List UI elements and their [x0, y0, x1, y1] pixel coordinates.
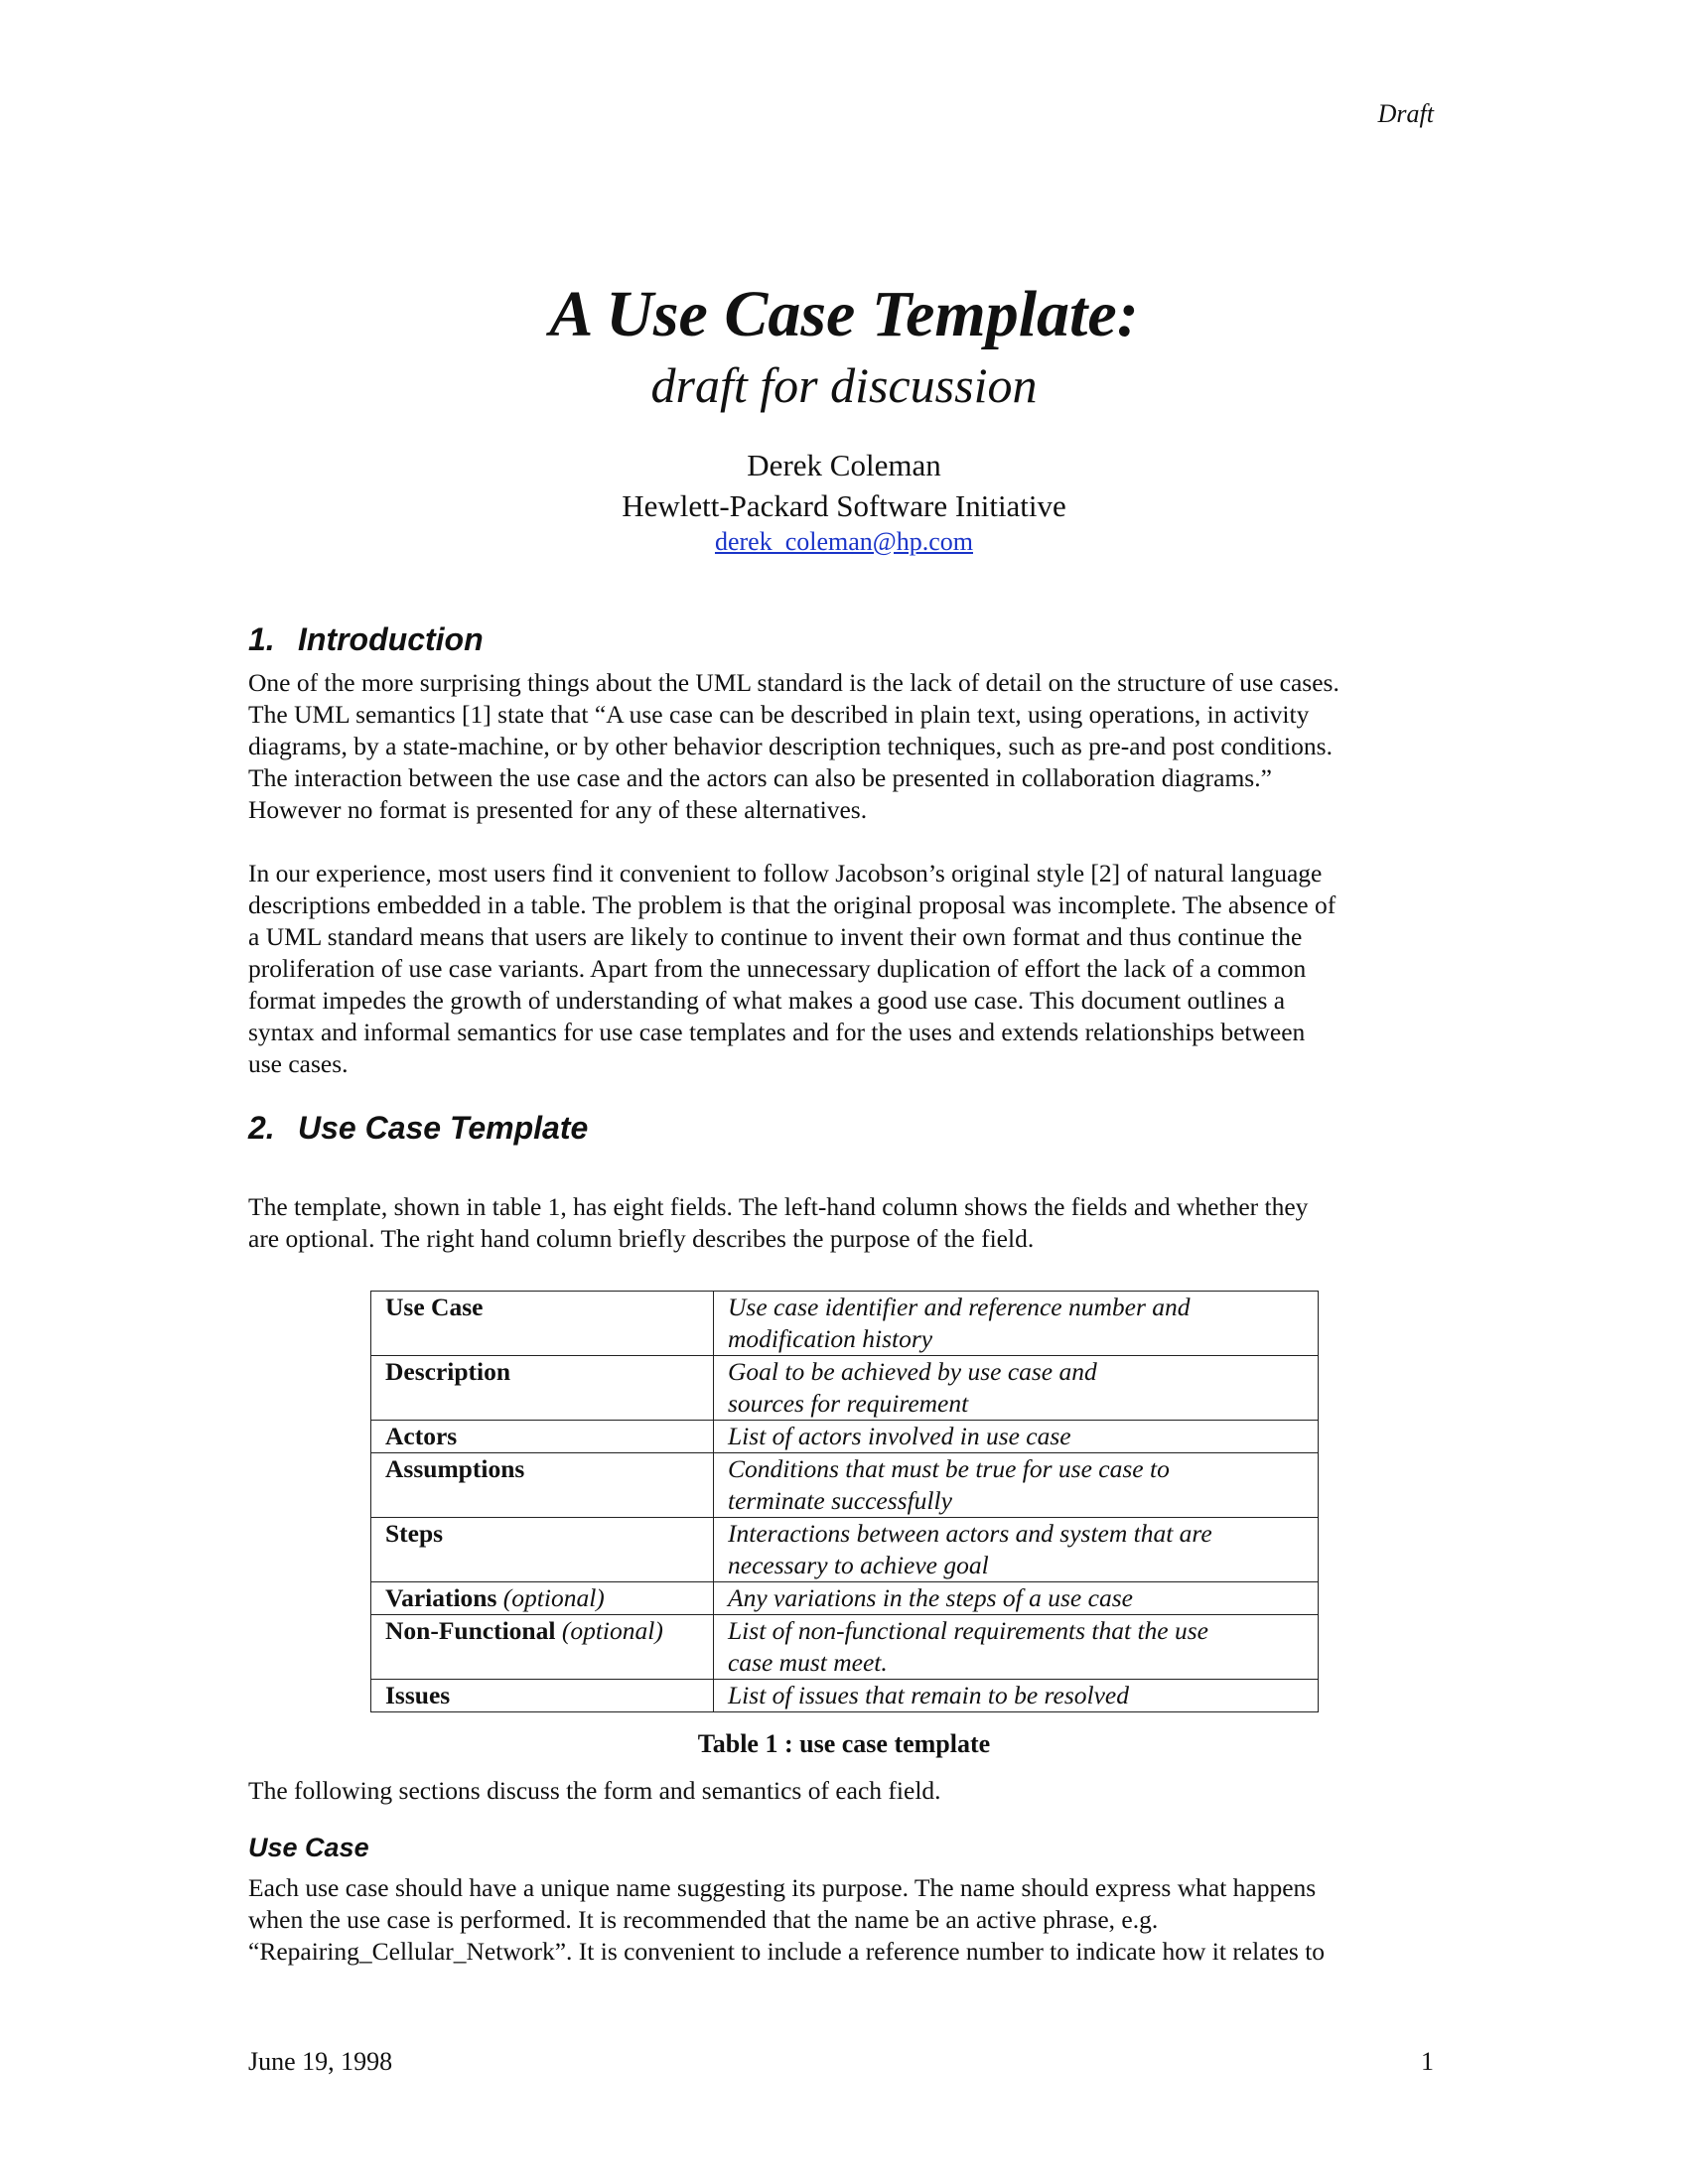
field-cell: Non-Functional (optional)	[371, 1615, 714, 1680]
table-row	[371, 1680, 1319, 1712]
footer-page-number: 1	[1421, 2047, 1434, 2076]
field-cell: Issues	[371, 1680, 714, 1712]
optional-marker: (optional)	[502, 1583, 605, 1612]
table-row	[371, 1518, 1319, 1582]
intro-paragraph-2: In our experience, most users find it convenient to follow Jacobson’s original style [2] of natural language descriptions embedded in a table. The problem is that the original proposal was incomplete. The absence of a UML standard means that users are likely to continue to invent their own format and thus continue the proliferation of use case variants. Apart from the unnecessary duplication of effort the lack of a common format impedes the growth of understanding of what makes a good use case. This document outlines a syntax and informal semantics for use case templates and for the uses and extends relationships between use cases.	[248, 859, 1336, 1078]
description-cell: Interactions between actors and system that are necessary to achieve goal	[714, 1518, 1319, 1582]
use-case-template-table	[370, 1291, 1319, 1712]
description-cell: List of non-functional requirements that the use case must meet.	[714, 1615, 1319, 1680]
author-affiliation: Hewlett-Packard Software Initiative	[622, 488, 1066, 524]
template-paragraph-1: The template, shown in table 1, has eight fields. The left-hand column shows the fields and whether they are optional. The right hand column briefly describes the purpose of the field.	[248, 1192, 1309, 1253]
author-name: Derek Coleman	[747, 448, 941, 483]
field-cell: Use Case	[371, 1292, 714, 1356]
description-cell: Use case identifier and reference number and modification history	[714, 1292, 1319, 1356]
table-row	[371, 1356, 1319, 1421]
description-cell: List of issues that remain to be resolved	[714, 1680, 1319, 1712]
use-case-paragraph: Each use case should have a unique name suggesting its purpose. The name should express what happens when the use case is performed. It is recommended that the name be an active phrase, e.g. “Repairing_Cellular_Network”. It is convenient to include a reference number to indicate how it relates to	[248, 1873, 1326, 1966]
description-cell: Goal to be achieved by use case and sources for requirement	[714, 1356, 1319, 1421]
title-block	[0, 280, 1688, 557]
field-cell: Steps	[371, 1518, 714, 1582]
section-heading-introduction	[248, 621, 484, 658]
field-cell: Variations (optional)	[371, 1582, 714, 1615]
field-cell: Actors	[371, 1421, 714, 1453]
section-number: 2.	[248, 1110, 275, 1146]
field-cell: Assumptions	[371, 1453, 714, 1518]
footer-date: June 19, 1998	[248, 2047, 393, 2076]
description-cell: List of actors involved in use case	[714, 1421, 1319, 1453]
draft-label: Draft	[1377, 99, 1434, 128]
table-row	[371, 1453, 1319, 1518]
description-cell: Any variations in the steps of a use case	[714, 1582, 1319, 1615]
section-title: Introduction	[298, 621, 484, 657]
description-cell: Conditions that must be true for use case to terminate successfully	[714, 1453, 1319, 1518]
optional-marker: (optional)	[561, 1616, 663, 1645]
table-row	[371, 1582, 1319, 1615]
table-row	[371, 1421, 1319, 1453]
template-paragraph-2: The following sections discuss the form and semantics of each field.	[248, 1776, 941, 1805]
subsection-heading-use-case: Use Case	[248, 1833, 369, 1862]
document-title: A Use Case Template:	[549, 278, 1139, 350]
table-row	[371, 1615, 1319, 1680]
section-number: 1.	[248, 621, 275, 657]
field-cell: Description	[371, 1356, 714, 1421]
table-caption: Table 1 : use case template	[697, 1729, 991, 1758]
intro-paragraph-1: One of the more surprising things about the UML standard is the lack of detail on the structure of use cases. The UML semantics [1] state that “A use case can be described in plain text, using operations, in activity diagrams, by a state-machine, or by other behavior description techniques, such as pre-and post conditions. The interaction between the use case and the actors can also be presented in collaboration diagrams.” However no format is presented for any of these alternatives.	[248, 668, 1339, 824]
section-heading-use-case-template	[248, 1110, 588, 1147]
section-title: Use Case Template	[298, 1110, 589, 1146]
table-row	[371, 1292, 1319, 1356]
author-email-link[interactable]: derek_coleman@hp.com	[714, 526, 973, 556]
document-subtitle: draft for discussion	[650, 357, 1038, 414]
